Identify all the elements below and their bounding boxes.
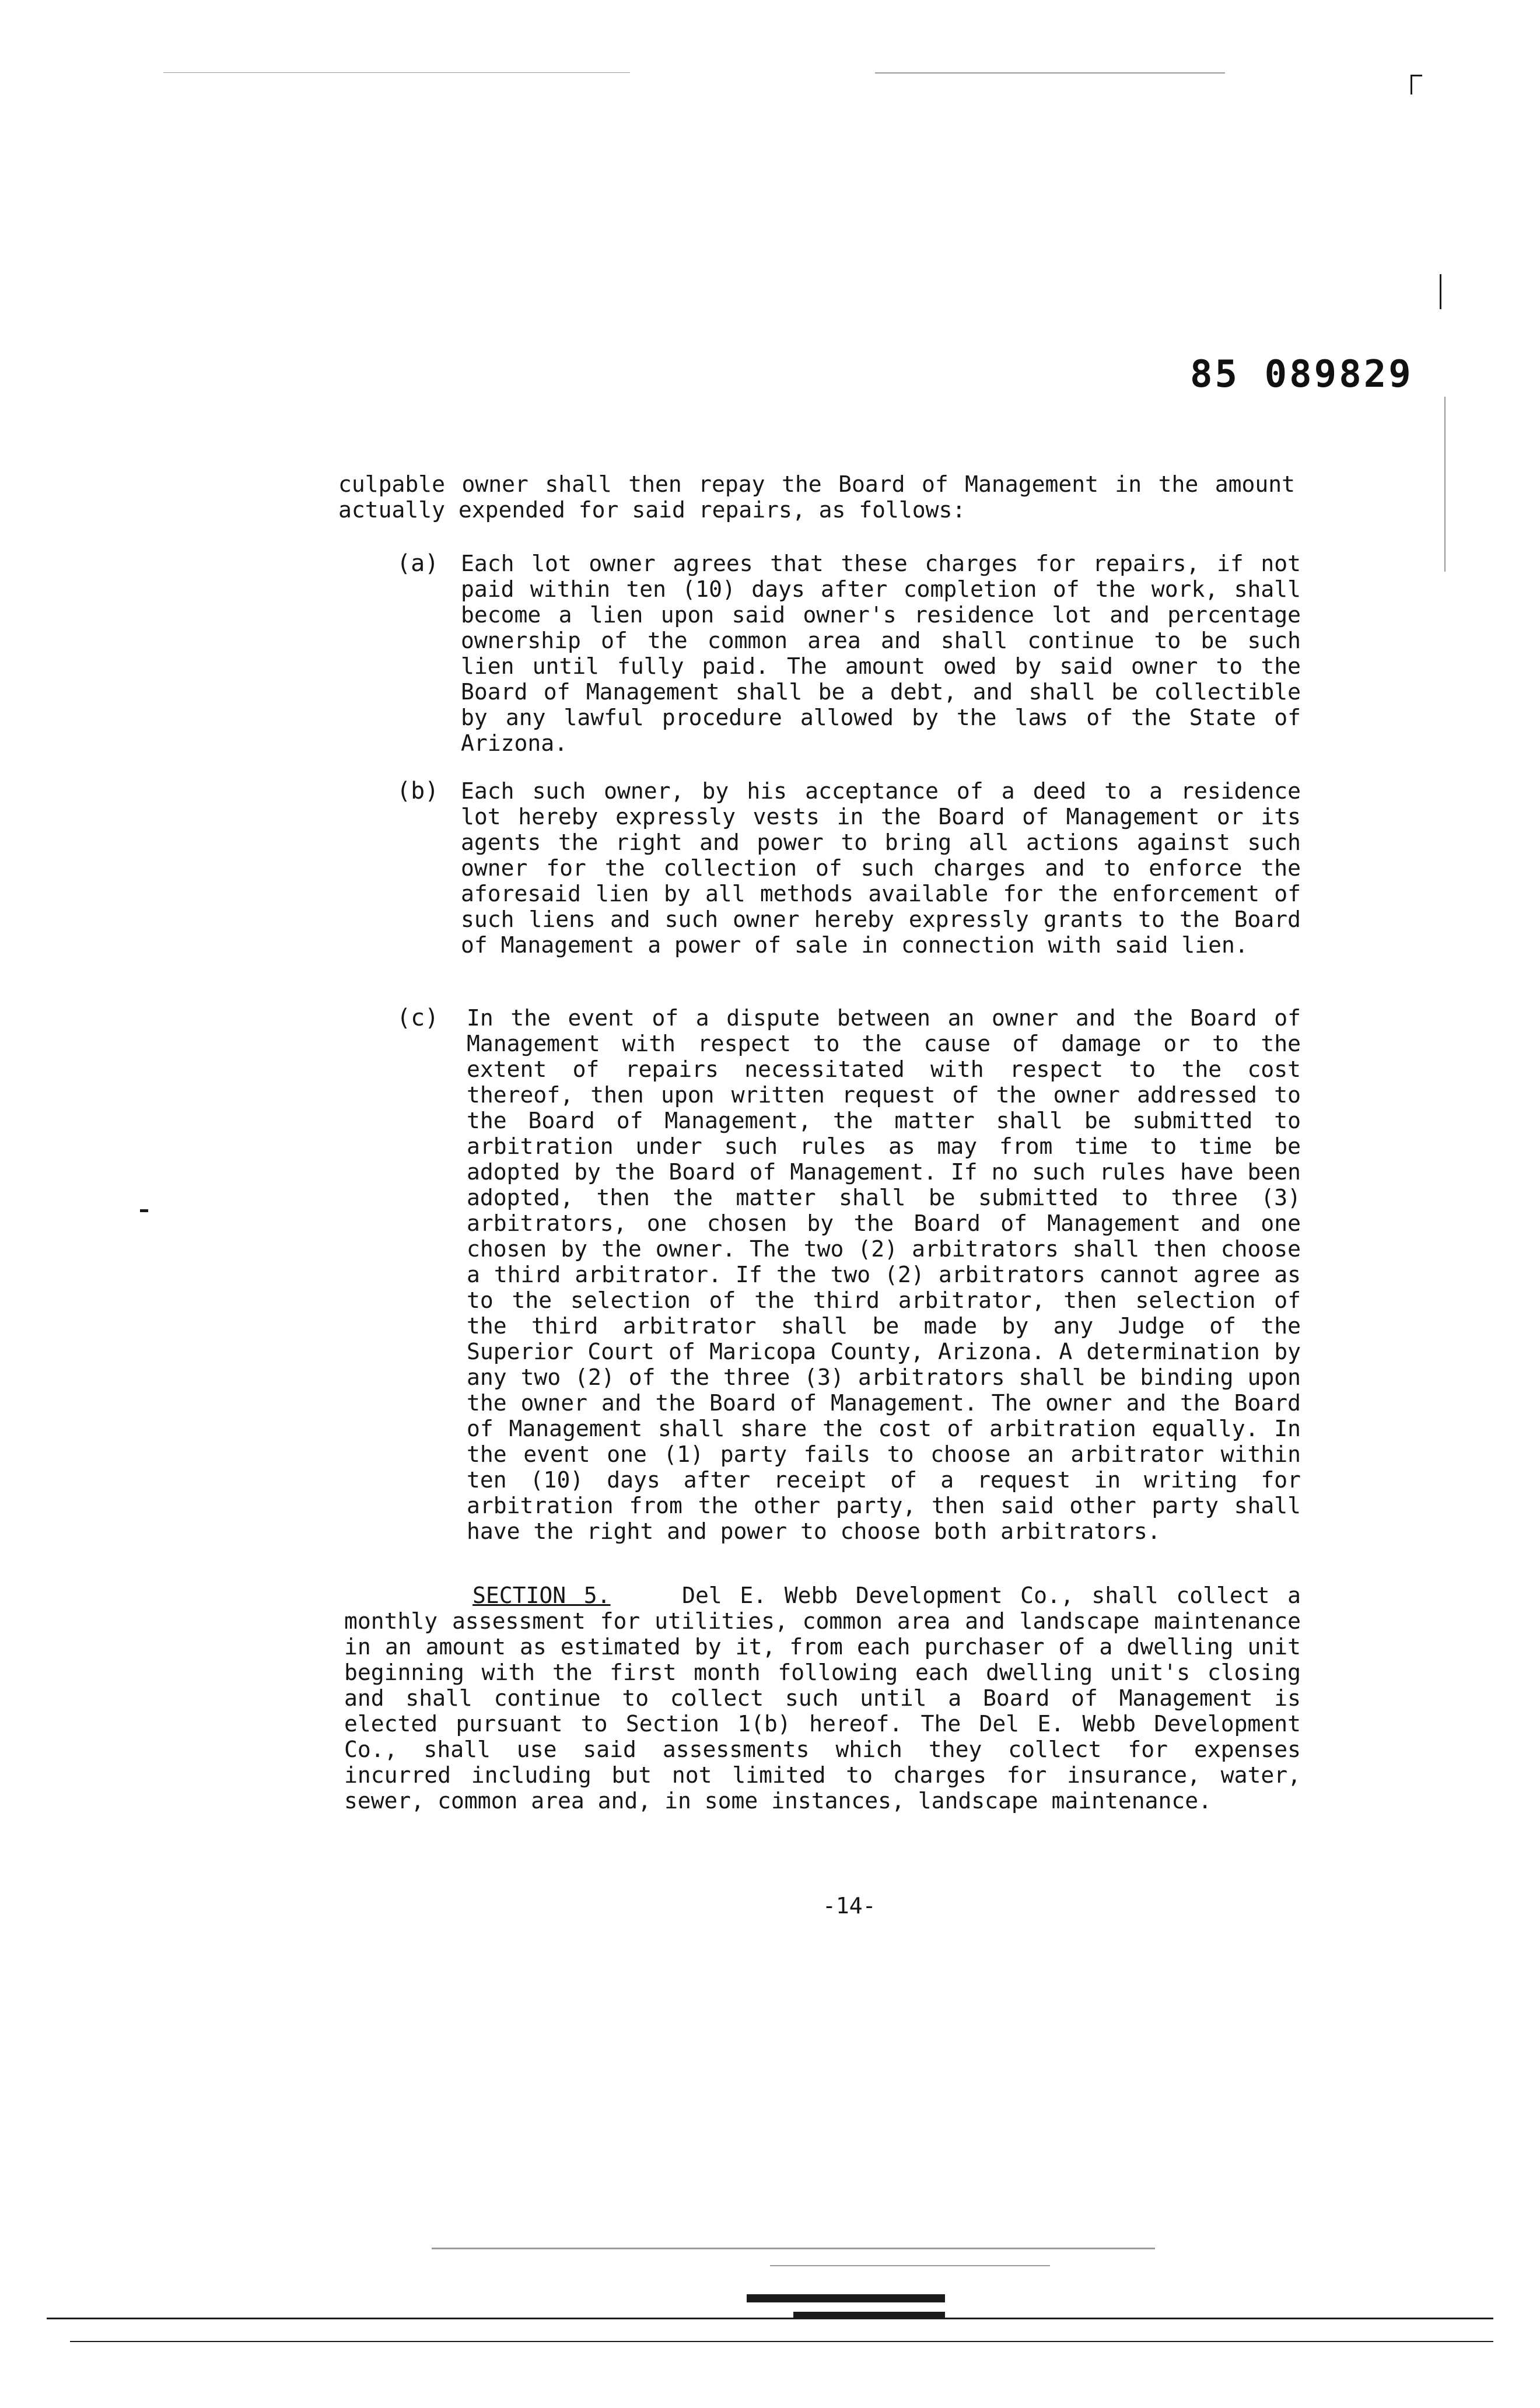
scan-artifact-top-line [875, 72, 1225, 74]
scan-artifact-top-dots [163, 72, 630, 73]
scan-artifact-corner-mark-2 [1410, 75, 1422, 76]
item-text: Each such owner, by his acceptance of a deed to a residence lot hereby expressly vests in the Board of Management or its agents the right and power to bring all actions against such owner for the collection of such charges and to enforce the aforesaid lien by all methods available for the enforcement of such liens and such owner hereby expressly grants to the Board of Management a power of sale in connection with said lien. [461, 778, 1301, 958]
section-5-heading: SECTION 5. [473, 1583, 611, 1608]
item-label: (a) [397, 550, 439, 577]
scan-artifact-corner-mark [1410, 75, 1412, 94]
scan-artifact-left-mark [140, 1209, 148, 1212]
recording-number: 85 089829 [1190, 353, 1413, 396]
scan-artifact-bottom-line-1 [432, 2248, 1155, 2249]
item-text: Each lot owner agrees that these charges for repairs, if not paid within ten (10) days after completion of the work, shall become a lien upon said owner's residence lot and percentage ownership of the common area and shall continue to be such lien until fully paid. The amount owed by said owner to the Board of Management shall be a debt, and shall be collectible by any lawful procedure allowed by the laws of the State of Arizona. [461, 551, 1301, 756]
page-number: -14- [822, 1893, 876, 1919]
scan-artifact-right-edge-2 [1444, 397, 1446, 572]
scan-artifact-right-edge [1440, 274, 1441, 309]
scan-artifact-bottom-line-4 [70, 2341, 1493, 2342]
list-item-b [397, 778, 1301, 958]
scan-artifact-bottom-line-3 [47, 2318, 1493, 2319]
item-text: In the event of a dispute between an owner and the Board of Management with respect to the cause of damage or to the extent of repairs necessitated with respect to the cost thereof, then upon written request of the owner addressed to the Board of Management, the matter shall be submitted to arbitration under such rules as may from time to time be adopted by the Board of Management. If no such rules have been adopted, then the matter shall be submitted to three (3) arbitrators, one chosen by the Board of Management and one chosen by the owner. The two (2) arbitrators shall then choose a third arbitrator. If the two (2) arbitrators cannot agree as to the selection of the third arbitrator, then selection of the third arbitrator shall be made by any Judge of the Superior Court of Maricopa County, Arizona. A determination by any two (2) of the three (3) arbitrators shall be binding upon the owner and the Board of Management. The owner and the Board of Management shall share the cost of arbitration equally. In the event one (1) party fails to choose an arbitrator within ten (10) days after receipt of a request in writing for arbitration from the other party, then said other party shall have the right and power to choose both arbitrators. [467, 1005, 1301, 1544]
section-5-paragraph [344, 1583, 1301, 1814]
intro-paragraph: culpable owner shall then repay the Board of Management in the amount actually expended for said repairs, as follows: [338, 471, 1295, 523]
scan-artifact-bottom-line-2 [770, 2265, 1050, 2266]
list-item-a [397, 550, 1301, 756]
scan-artifact-bottom-smudge [747, 2294, 945, 2302]
scan-artifact-bottom-smudge-2 [793, 2312, 945, 2318]
item-label: (b) [397, 778, 439, 804]
section-5-text: Del E. Webb Development Co., shall collect a monthly assessment for utilities, common area and landscape maintenance in an amount as estimated by it, from each purchaser of a dwelling unit beginning with the first month following each dwelling unit's closing and shall continue to collect such until a Board of Management is elected pursuant to Section 1(b) hereof. The Del E. Webb Development Co., shall use said assessments which they collect for expenses incurred including but not limited to charges for insurance, water, sewer, common area and, in some instances, landscape maintenance. [344, 1583, 1301, 1814]
item-label: (c) [397, 1005, 439, 1031]
list-item-c [397, 1005, 1301, 1544]
